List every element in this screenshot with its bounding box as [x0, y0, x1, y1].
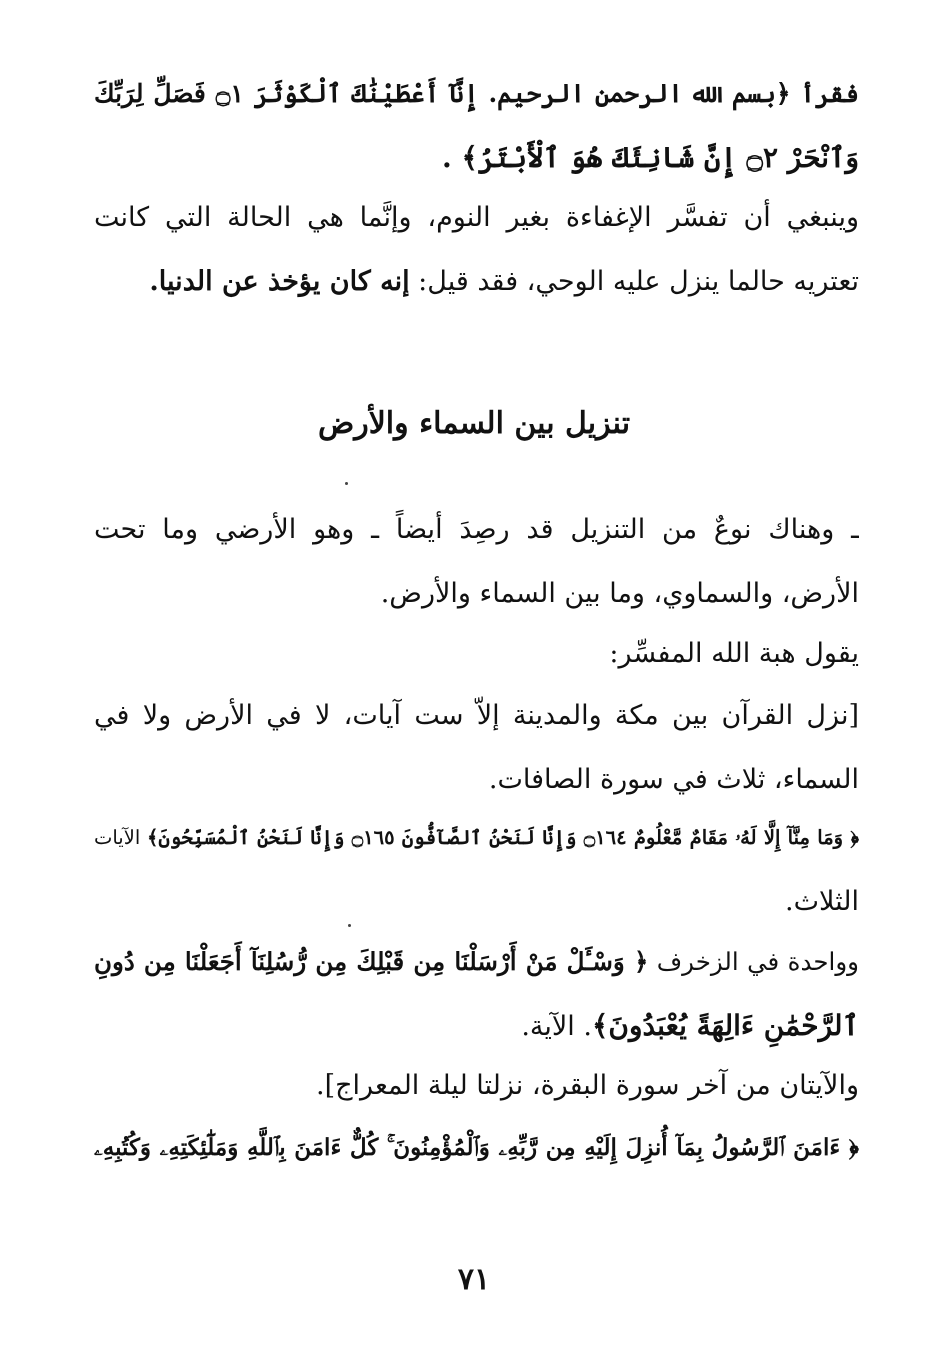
text-segment: الآيات [94, 826, 147, 849]
text-line [94, 250, 859, 314]
text-line [94, 806, 859, 870]
paragraph-amana [94, 1116, 859, 1180]
text-line: والآيتان من آخر سورة البقرة، نزلتا ليلة المعراج]. [316, 1070, 859, 1101]
paragraph-saffat [94, 806, 859, 934]
text-line: الثلاث. [785, 886, 859, 917]
text-line: وَٱنْحَرْ ۝٢ إِنَّ شَانِئَكَ هُوَ ٱلْأَبْتَرُ﴾ . [441, 141, 859, 174]
text-line [94, 994, 859, 1059]
quran-verse: ﴿ وَمَا مِنَّآ إِلَّا لَهُۥ مَقَامٌ مَّعْلُومٌ ۝١٦٤ وَإِنَّا لَنَحْنُ ٱلصَّآفُّونَ ۝١٦٥ وَإِنَّا لَنَحْنُ ٱلْمُسَبِّحُونَ﴾ [146, 826, 859, 849]
quran-verse-line: ﴿ ءَامَنَ ٱلرَّسُولُ بِمَآ أُنزِلَ إِلَيْهِ مِن رَّبِّهِۦ وَٱلْمُؤْمِنُونَ ۚ كُلٌّ ءَامَنَ بِٱللَّهِ وَمَلَٰٓئِكَتِهِۦ وَكُتُبِهِۦ [94, 1134, 859, 1161]
bold-quote: إنه كان يؤخذ عن الدنيا. [149, 266, 410, 297]
paragraph-ighfaa [94, 186, 859, 314]
text-line: السماء، ثلاث في سورة الصافات. [488, 764, 859, 795]
quran-verse: ٱلرَّحْمَٰنِ ءَالِهَةً يُعْبَدُونَ﴾ [591, 1009, 859, 1042]
paragraph-quran-kawthar [94, 62, 859, 190]
paragraph-quote [94, 684, 859, 812]
print-speck [348, 924, 351, 927]
text-line: [نزل القرآن بين مكة والمدينة إلاّ ست آيات، لا في الأرض ولا في [94, 700, 859, 731]
page-number: ٧١ [457, 1262, 491, 1297]
text-segment: تعتريه حالما ينزل عليه الوحي، فقد قيل: [409, 266, 859, 297]
paragraph-hibatullah [94, 622, 859, 686]
paragraph-types [94, 498, 859, 626]
quran-verse: ﴿ وَسْـَٔلْ مَنْ أَرْسَلْنَا مِن قَبْلِكَ مِن رُّسُلِنَآ أَجَعَلْنَا مِن دُونِ [94, 947, 649, 976]
paragraph-zukhruf [94, 930, 859, 1059]
section-title: تنزيل بين السماء والأرض [317, 406, 631, 441]
print-speck [345, 482, 348, 485]
text-line: وينبغي أن تفسَّر الإغفاءة بغير النوم، وإنَّما هي الحالة التي كانت [94, 202, 859, 233]
text-line [94, 930, 859, 994]
text-segment: . الآية. [521, 1011, 592, 1042]
text-line: ـ وهناك نوعٌ من التنزيل قد رصِدَ أيضاً ـ وهو الأرضي وما تحت [94, 514, 859, 545]
text-segment: وواحدة في الزخرف [648, 947, 859, 976]
text-line: الأرض، والسماوي، وما بين السماء والأرض. [380, 578, 859, 609]
text-line: فقرأ ﴿بسم الله الرحمن الرحيم. إِنَّآ أَعْطَيْنَٰكَ ٱلْكَوْثَرَ ۝١ فَصَلِّ لِرَبِّكَ [94, 79, 859, 108]
text-line: يقول هبة الله المفسِّر: [609, 638, 859, 669]
paragraph-baqara [94, 1054, 859, 1118]
